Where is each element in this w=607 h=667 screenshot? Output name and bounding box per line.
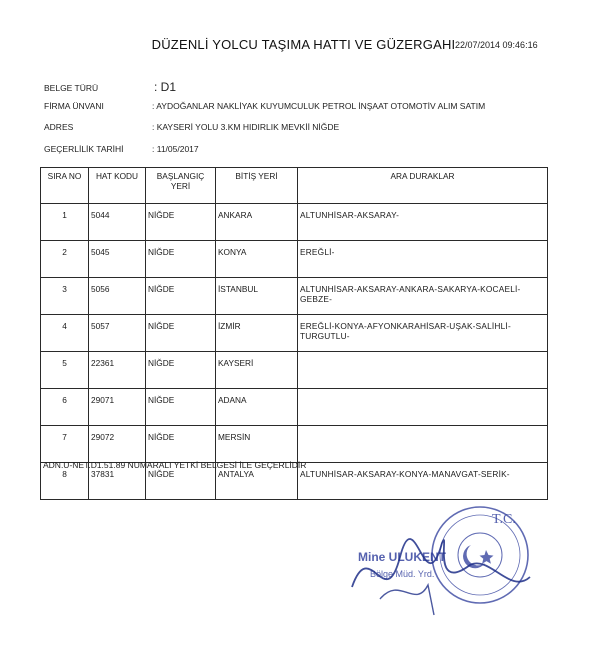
table-row [41, 204, 548, 241]
cell-end: İZMİR [216, 315, 298, 352]
signer-role: Bölge Müd. Yrd. [370, 569, 435, 579]
cell-start: NİĞDE [146, 426, 216, 463]
cell-no: 4 [41, 315, 89, 352]
field-value: : AYDOĞANLAR NAKLİYAK KUYUMCULUK PETROL İNŞAAT OTOMOTİV ALIM SATIM [152, 101, 486, 111]
signer-name: Mine ULUKENT [358, 550, 446, 564]
table-row [41, 315, 548, 352]
field-label: ADRES [44, 122, 74, 132]
cell-start: NİĞDE [146, 463, 216, 500]
cell-end: ANTALYA [216, 463, 298, 500]
field-label: GEÇERLİLİK TARİHİ [44, 144, 124, 154]
cell-code: 5044 [89, 204, 146, 241]
cell-end: ADANA [216, 389, 298, 426]
table-header-row [41, 168, 548, 204]
header-baslangic-yeri: BAŞLANGIÇ YERİ [146, 168, 216, 204]
signature-stroke [380, 585, 434, 615]
cell-start: NİĞDE [146, 204, 216, 241]
table-row [41, 278, 548, 315]
cell-end: ANKARA [216, 204, 298, 241]
footer-note: ADN.U-NET.D1.51.89 NUMARALI YETKİ BELGESİ İLE GEÇERLİDİR [43, 460, 307, 470]
cell-stops [298, 352, 548, 389]
field-label: BELGE TÜRÜ [44, 83, 99, 93]
table-row [41, 241, 548, 278]
cell-no: 7 [41, 426, 89, 463]
table-row [41, 426, 548, 463]
field-value: : 11/05/2017 [152, 144, 199, 154]
cell-end: MERSİN [216, 426, 298, 463]
cell-code: 29072 [89, 426, 146, 463]
seal-initials: T.C. [492, 512, 516, 527]
cell-stops: ALTUNHİSAR-AKSARAY-ANKARA-SAKARYA-KOCAELİ-GEBZE- [298, 278, 548, 315]
table-row [41, 389, 548, 426]
cell-code: 5045 [89, 241, 146, 278]
cell-no: 5 [41, 352, 89, 389]
cell-code: 29071 [89, 389, 146, 426]
field-value: : KAYSERİ YOLU 3.KM HIDIRLIK MEVKİİ NİĞDE [152, 122, 340, 132]
cell-start: NİĞDE [146, 278, 216, 315]
timestamp: 22/07/2014 09:46:16 [455, 40, 538, 50]
cell-stops: EREĞLİ-KONYA-AFYONKARAHİSAR-UŞAK-SALİHLİ-TURGUTLU- [298, 315, 548, 352]
cell-stops: EREĞLİ- [298, 241, 548, 278]
document-title: DÜZENLİ YOLCU TAŞIMA HATTI VE GÜZERGAHI [151, 37, 456, 52]
cell-end: İSTANBUL [216, 278, 298, 315]
cell-end: KAYSERİ [216, 352, 298, 389]
cell-code: 5057 [89, 315, 146, 352]
routes-table [40, 167, 548, 500]
cell-start: NİĞDE [146, 352, 216, 389]
cell-code: 37831 [89, 463, 146, 500]
cell-start: NİĞDE [146, 389, 216, 426]
table-row [41, 352, 548, 389]
header-hat-kodu: HAT KODU [89, 168, 146, 204]
cell-code: 5056 [89, 278, 146, 315]
cell-stops [298, 426, 548, 463]
header-ara-duraklar: ARA DURAKLAR [298, 168, 548, 204]
cell-no: 2 [41, 241, 89, 278]
cell-start: NİĞDE [146, 315, 216, 352]
field-value: : D1 [154, 80, 177, 94]
cell-end: KONYA [216, 241, 298, 278]
header-bitis-yeri: BİTİŞ YERİ [216, 168, 298, 204]
cell-stops [298, 389, 548, 426]
cell-no: 3 [41, 278, 89, 315]
cell-no: 8 [41, 463, 89, 500]
cell-no: 6 [41, 389, 89, 426]
cell-code: 22361 [89, 352, 146, 389]
cell-start: NİĞDE [146, 241, 216, 278]
cell-no: 1 [41, 204, 89, 241]
header-sira-no: SIRA NO [41, 168, 89, 204]
cell-stops: ALTUNHİSAR-AKSARAY-KONYA-MANAVGAT-SERİK- [298, 463, 548, 500]
field-label: FİRMA ÜNVANI [44, 101, 104, 111]
cell-stops: ALTUNHİSAR-AKSARAY- [298, 204, 548, 241]
signature-stamp [330, 495, 570, 625]
